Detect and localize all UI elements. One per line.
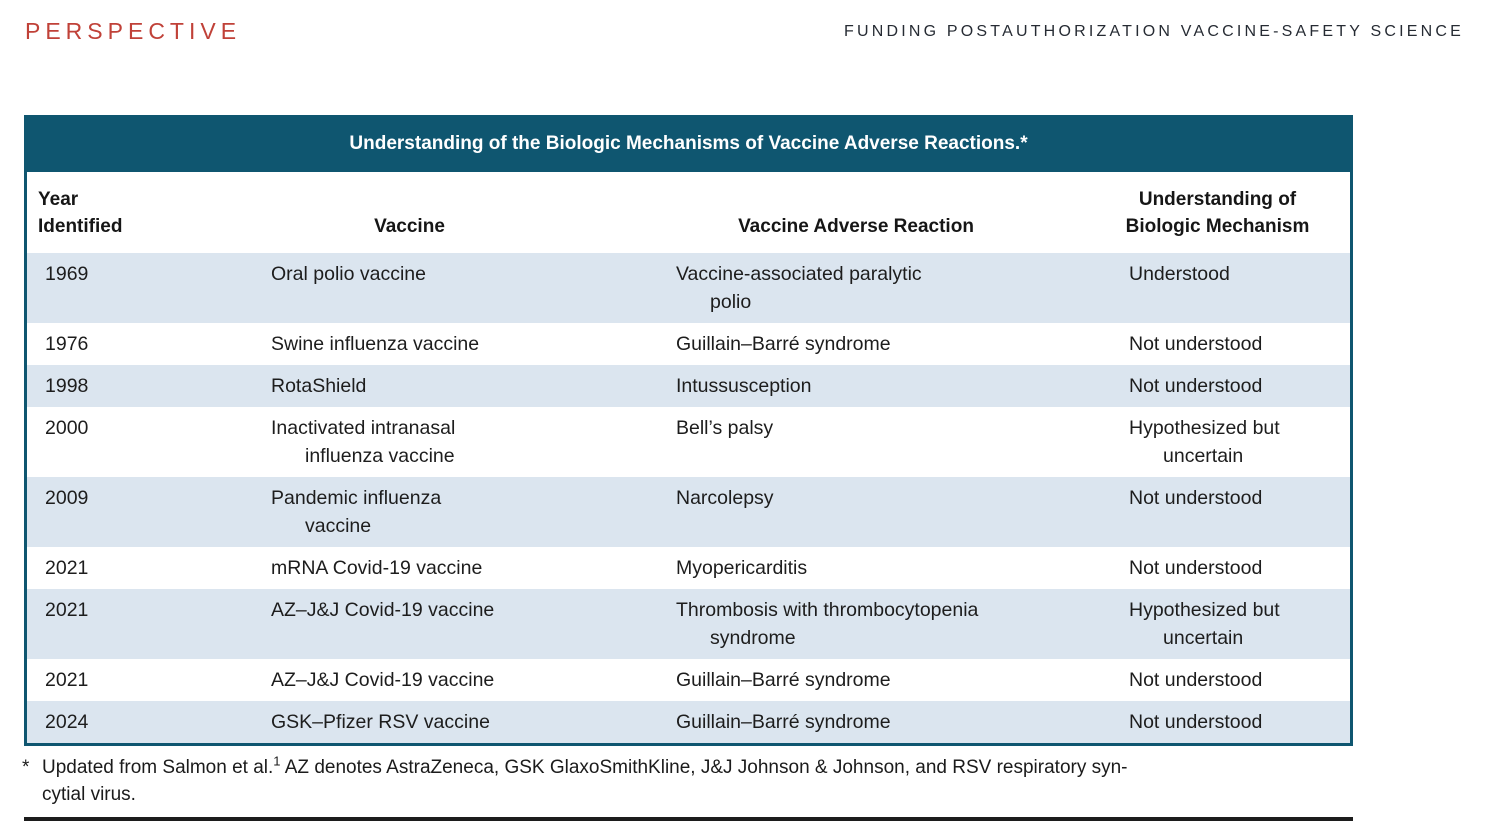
running-head: FUNDING POSTAUTHORIZATION VACCINE-SAFETY SCIENCE (843, 23, 1464, 40)
cell-line: RotaShield (271, 375, 367, 397)
cell-line: Inactivated intranasal (271, 417, 456, 439)
cell-line: AZ–J&J Covid-19 vaccine (271, 599, 495, 621)
cell-line: AZ–J&J Covid-19 vaccine (271, 669, 495, 691)
table-row (27, 659, 1350, 701)
cell-line: Intussusception (676, 375, 812, 397)
cell-line: Guillain–Barré syndrome (676, 711, 891, 733)
section-kicker: PERSPECTIVE (25, 18, 242, 44)
understanding-cell (1085, 365, 1350, 407)
vaccine-cell (252, 407, 657, 477)
column-header-understanding-of-biologic-mechanism (1085, 172, 1350, 253)
table-footnote (22, 754, 1372, 808)
footnote-text-segment: cytial virus. (42, 784, 136, 805)
year-cell: 2021 (45, 599, 89, 621)
vaccine-cell (252, 477, 657, 547)
cell-line: Vaccine-associated paralytic (676, 263, 922, 285)
reaction-cell (657, 589, 1085, 659)
table-row (27, 589, 1350, 659)
year-cell: 1998 (45, 375, 89, 397)
cell-line: Not understood (1129, 557, 1263, 579)
footnote-text-segment: AZ denotes AstraZeneca, GSK GlaxoSmithKline, J&J Johnson & Johnson, and RSV respiratory syn- (280, 757, 1128, 778)
year-cell: 1969 (45, 263, 89, 285)
cell-line: GSK–Pfizer RSV vaccine (271, 711, 490, 733)
bottom-rule (24, 817, 1353, 821)
vaccine-cell (252, 701, 657, 743)
cell-line: Oral polio vaccine (271, 263, 426, 285)
cell-line: uncertain (1163, 445, 1244, 467)
cell-line: Myopericarditis (676, 557, 808, 579)
reaction-cell (657, 407, 1085, 477)
column-header-vaccine-adverse-reaction: Vaccine Adverse Reaction (657, 172, 1085, 253)
year-cell: 2000 (45, 417, 89, 439)
footnote-text (42, 754, 1128, 808)
understanding-cell (1085, 407, 1350, 477)
cell-line: Swine influenza vaccine (271, 333, 480, 355)
cell-line: Pandemic influenza (271, 487, 442, 509)
cell-line: polio (710, 291, 752, 313)
cell-line: Not understood (1129, 669, 1263, 691)
cell-line: syndrome (710, 627, 796, 649)
cell-line: Hypothesized but (1129, 417, 1280, 439)
understanding-cell (1085, 253, 1350, 323)
reaction-cell (657, 365, 1085, 407)
understanding-cell (1085, 589, 1350, 659)
column-header-year-identified (27, 172, 252, 253)
understanding-cell (1085, 547, 1350, 589)
cell-line: Not understood (1129, 487, 1263, 509)
understanding-cell (1085, 323, 1350, 365)
cell-line: Not understood (1129, 333, 1263, 355)
cell-line: Narcolepsy (676, 487, 774, 509)
adverse-reactions-table (24, 115, 1353, 746)
column-header-line: Year (38, 189, 79, 210)
table-row (27, 365, 1350, 407)
year-cell: 2009 (45, 487, 89, 509)
cell-line: Guillain–Barré syndrome (676, 669, 891, 691)
table-header-row (27, 172, 1350, 253)
cell-line: Not understood (1129, 375, 1263, 397)
cell-line: Understood (1129, 263, 1230, 285)
reaction-cell (657, 323, 1085, 365)
column-header-line: Identified (38, 216, 123, 237)
reaction-cell (657, 547, 1085, 589)
reaction-cell (657, 477, 1085, 547)
year-cell: 2021 (45, 557, 89, 579)
understanding-cell (1085, 477, 1350, 547)
reaction-cell (657, 701, 1085, 743)
column-header-vaccine: Vaccine (252, 172, 657, 253)
cell-line: Not understood (1129, 711, 1263, 733)
vaccine-cell (252, 589, 657, 659)
cell-line: Guillain–Barré syndrome (676, 333, 891, 355)
vaccine-cell (252, 365, 657, 407)
cell-line: vaccine (305, 515, 372, 537)
footnote-text-segment: Updated from Salmon et al. (42, 757, 274, 778)
year-cell: 1976 (45, 333, 89, 355)
vaccine-cell (252, 547, 657, 589)
table-row (27, 253, 1350, 323)
column-header-line: Biologic Mechanism (1125, 216, 1310, 237)
footnote-asterisk: * (22, 757, 30, 778)
reaction-cell (657, 253, 1085, 323)
footnote-reference-superscript: 1 (273, 753, 281, 769)
cell-line: mRNA Covid-19 vaccine (271, 557, 483, 579)
vaccine-cell (252, 323, 657, 365)
table-grid (27, 172, 1350, 743)
table-row (27, 477, 1350, 547)
vaccine-cell (252, 659, 657, 701)
reaction-cell (657, 659, 1085, 701)
vaccine-cell (252, 253, 657, 323)
understanding-cell (1085, 659, 1350, 701)
understanding-cell (1085, 701, 1350, 743)
year-cell: 2024 (45, 711, 89, 733)
cell-line: Bell’s palsy (676, 417, 774, 439)
cell-line: Hypothesized but (1129, 599, 1280, 621)
cell-line: Thrombosis with thrombocytopenia (676, 599, 979, 621)
column-header-line: Understanding of (1138, 189, 1297, 210)
table-row (27, 323, 1350, 365)
cell-line: influenza vaccine (305, 445, 455, 467)
year-cell: 2021 (45, 669, 89, 691)
table-row (27, 407, 1350, 477)
table-row (27, 701, 1350, 743)
table-title: Understanding of the Biologic Mechanisms of Vaccine Adverse Reactions.* (24, 115, 1353, 172)
cell-line: uncertain (1163, 627, 1244, 649)
table-row (27, 547, 1350, 589)
